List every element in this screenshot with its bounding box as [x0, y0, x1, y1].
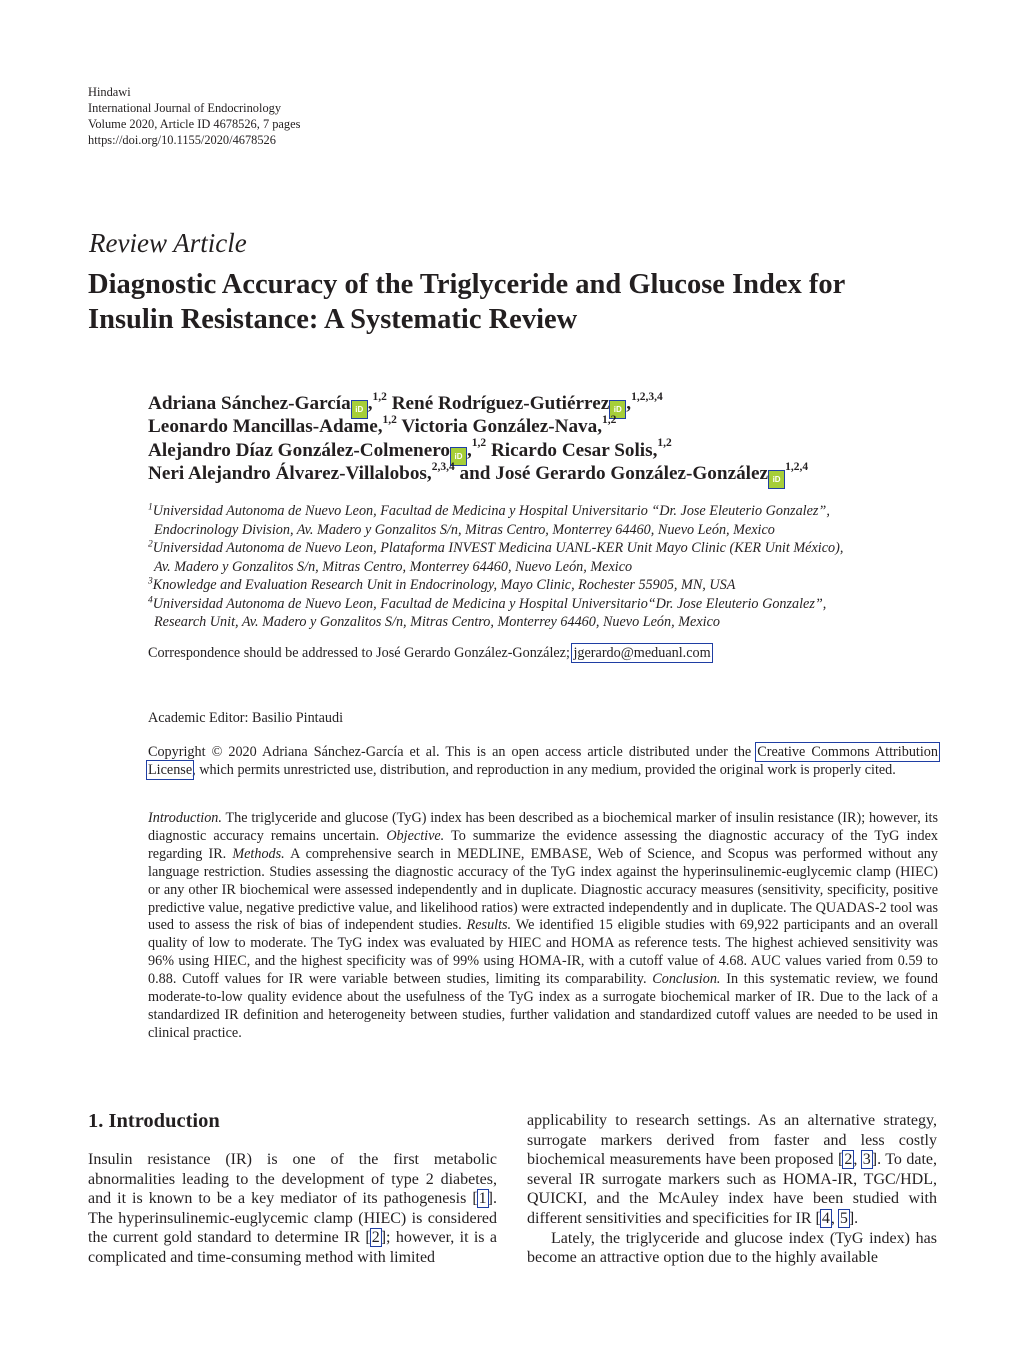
citation-link[interactable]: 2 [844, 1151, 853, 1169]
section-title: 1. Introduction [88, 1110, 220, 1132]
author-affiliation-sup: 1,2 [602, 413, 617, 426]
affiliation-text: Knowledge and Evaluation Research Unit in Endocrinology, Mayo Clinic, Rochester 55905, MN, USA [152, 577, 736, 593]
abstract-conclusion-label: Conclusion. [652, 971, 721, 988]
citation-link[interactable]: 3 [862, 1151, 871, 1169]
affiliation-line: Endocrinology Division, Av. Madero y Gonzalitos S/n, Mitras Centro, Monterrey 64460, Nuevo León, Mexico [154, 521, 775, 538]
author-affiliation-sup: 1,2,3,4 [631, 390, 663, 403]
correspondence-text: Correspondence should be addressed to José Gerardo González-González; [148, 645, 570, 661]
correspondence [148, 645, 711, 662]
citation-separator: , [853, 1151, 862, 1169]
author-name[interactable]: Alejandro Díaz González-Colmenero [148, 439, 450, 461]
body-paragraph [527, 1111, 937, 1229]
author-name[interactable]: José Gerardo González-González [495, 462, 769, 484]
orcid-icon[interactable]: iD [451, 448, 466, 465]
affiliation-line: Av. Madero y Gonzalitos S/n, Mitras Centro, Monterrey 64460, Nuevo León, Mexico [154, 558, 633, 575]
author-name[interactable]: René Rodríguez-Gutiérrez [391, 393, 610, 414]
abstract-results: We identified 15 eligible studies with 69,922 participants and an overall quality of low to moderate. The TyG index was evaluated by HIEC and HOMA as reference tests. The highest achieved sensitivity was 96% using HIEC, and the highest specificity was of 99% using HOMA-IR, with a cutoff value of 4.68. AUC values varied from 0.59 to 0.88. Cutoff values for IR were variable between studies, limiting its comparability. [148, 917, 939, 988]
affiliation-line: Research Unit, Av. Madero y Gonzalitos S/n, Mitras Centro, Monterrey 64460, Nuevo León, Mexico [154, 614, 720, 630]
volume-info: Volume 2020, Article ID 4678526, 7 pages [88, 117, 301, 131]
body-paragraph [88, 1150, 497, 1268]
author-affiliation-sup: 2,3,4 [431, 460, 455, 473]
abstract-intro-label: Introduction. [148, 810, 222, 826]
author-affiliation-sup: 1,2 [372, 390, 387, 403]
affiliation-line [148, 576, 948, 595]
journal-name: International Journal of Endocrinology [88, 101, 282, 115]
body-text: ]; however, it is a complicated and time-consuming method with limited [88, 1229, 497, 1266]
abstract-methods: A comprehensive search in MEDLINE, EMBASE, Web of Science, and Scopus was performed without any language restriction. Studies assessing the diagnostic accuracy of the TyG index against the hyperinsulinemic-euglycemic clamp (HIEC) or any other IR biochemical were assessed independently and in duplicate. Diagnostic accuracy measures (sensitivity, specificity, positive predictive value, negative predictive value, and likelihood ratios) were extracted independently and in duplicate. The QUADAS-2 tool was used to assess the risk of bias of independent studies. [148, 845, 938, 934]
affiliation-text: Universidad Autonoma de Nuevo Leon, Plataforma INVEST Medicina UANL-KER Unit Mayo Clinic (KER Unit México), [152, 540, 844, 556]
article-type: Review Article [89, 228, 247, 258]
author-line [148, 415, 808, 438]
author-affiliation-sup: 1,2,4 [785, 460, 809, 473]
orcid-icon[interactable]: iD [769, 471, 784, 488]
affiliation-line [148, 595, 948, 614]
affiliation-number: 1 [148, 502, 153, 513]
abstract [148, 810, 938, 1043]
citation-link[interactable]: 4 [821, 1209, 830, 1227]
affiliations [148, 502, 948, 632]
journal-header [88, 84, 300, 148]
abstract-conclusion: In this systematic review, we found moderate-to-low quality evidence about the usefulness of the TyG index as a surrogate biochemical marker of IR. Due to the lack of a standardized IR definition and heterogeneity between studies, further validation and standardized cutoff values are needed to be used in clinical practice. [148, 971, 939, 1041]
author-name[interactable]: Ricardo Cesar Solis, [490, 439, 658, 461]
abstract-results-label: Results. [466, 917, 512, 934]
body-text: ]. The hyperinsulinemic-euglycemic clamp (HIEC) is considered the current gold standard to determine IR [ [88, 1190, 497, 1247]
author-line [148, 462, 808, 485]
author-affiliation-sup: 1,2 [471, 437, 487, 450]
affiliation-text: Universidad Autonoma de Nuevo Leon, Facultad de Medicina y Hospital Universitario “Dr. Jose Eleuterio Gonzalez”, [152, 503, 830, 519]
copyright-text: Copyright © 2020 Adriana Sánchez-García et al. This is an open access article distributed under the [148, 744, 752, 760]
doi-link[interactable]: https://doi.org/10.1155/2020/4678526 [88, 133, 276, 147]
author-affiliation-sup: 1,2 [657, 437, 672, 450]
abstract-methods-label: Methods. [232, 845, 285, 862]
title-line-2: Insulin Resistance: A Systematic Review [88, 304, 578, 335]
author-name[interactable]: Victoria González-Nava, [401, 416, 603, 438]
affiliation-number: 4 [148, 594, 153, 605]
affiliation-line [148, 502, 948, 521]
affiliation-text: Universidad Autonoma de Nuevo Leon, Facultad de Medicina y Hospital Universitario“Dr. Jose Eleuterio Gonzalez”, [152, 595, 827, 612]
author-line: Alejandro Díaz González-Colmenero iD ,$^{1,2}$ Ricardo Cesar Solis,$^{1,2}$ [148, 439, 808, 462]
citation-link[interactable]: 5 [839, 1209, 848, 1227]
affiliation-number: 2 [148, 539, 153, 550]
affiliation-number: 3 [148, 576, 153, 587]
citation-link[interactable]: 1 [478, 1190, 487, 1208]
abstract-objective: To summarize the evidence assessing the diagnostic accuracy of the TyG index regarding IR. [148, 827, 939, 862]
orcid-icon[interactable]: iD [610, 401, 625, 418]
author-name[interactable]: Neri Alejandro Álvarez-Villalobos, [148, 462, 432, 484]
license-link[interactable]: Creative Commons Attribution License [148, 744, 938, 778]
body-text: ]. [848, 1209, 859, 1227]
copyright-text-2: , which permits unrestricted use, distribution, and reproduction in any medium, provided the original work is properly cited. [192, 762, 896, 778]
author-list [148, 392, 808, 485]
paper-title [88, 267, 968, 337]
abstract-intro: The triglyceride and glucose (TyG) index has been described as a biochemical marker of insulin resistance (IR); however, its diagnostic accuracy remains uncertain. [148, 810, 938, 844]
author-affiliation-sup: 1,2 [382, 413, 397, 426]
body-paragraph: Lately, the triglyceride and glucose index (TyG index) has become an attractive option due to the highly available [527, 1229, 937, 1267]
affiliation-line [148, 539, 948, 558]
body-column-right [527, 1111, 937, 1268]
body-text: applicability to research settings. As an alternative strategy, surrogate markers derived from faster and less costly biochemical measurements have been proposed [ [527, 1112, 937, 1169]
publisher-name: Hindawi [88, 85, 131, 99]
author-line: Adriana Sánchez-García iD ,$^{1,2}$ René Rodríguez-Gutiérrez iD ,$^{1,2,3,4}$ [148, 392, 808, 415]
body-column-left [88, 1150, 497, 1268]
email-link[interactable]: jgerardo@meduanl.com [573, 645, 711, 661]
orcid-icon[interactable]: iD [352, 401, 367, 418]
citation-link[interactable]: 2 [371, 1229, 380, 1247]
academic-editor: Academic Editor: Basilio Pintaudi [148, 710, 344, 726]
copyright-notice [148, 743, 938, 779]
author-conjunction: and [459, 462, 491, 484]
title-line-1: Diagnostic Accuracy of the Triglyceride and Glucose Index for [88, 269, 846, 300]
author-name[interactable]: Adriana Sánchez-García [148, 393, 351, 414]
body-text: Insulin resistance (IR) is one of the first metabolic abnormalities leading to the development of type 2 diabetes, and it is known to be a key mediator of its pathogenesis [ [88, 1151, 497, 1208]
author-name[interactable]: Leonardo Mancillas-Adame, [148, 416, 383, 438]
body-text: ]. To date, several IR surrogate markers such as HOMA-IR, TGC/HDL, QUICKI, and the McAuley index have been studied with different sensitivities and specificities for IR [ [527, 1151, 938, 1227]
citation-separator: , [830, 1209, 839, 1227]
abstract-objective-label: Objective. [386, 827, 445, 844]
